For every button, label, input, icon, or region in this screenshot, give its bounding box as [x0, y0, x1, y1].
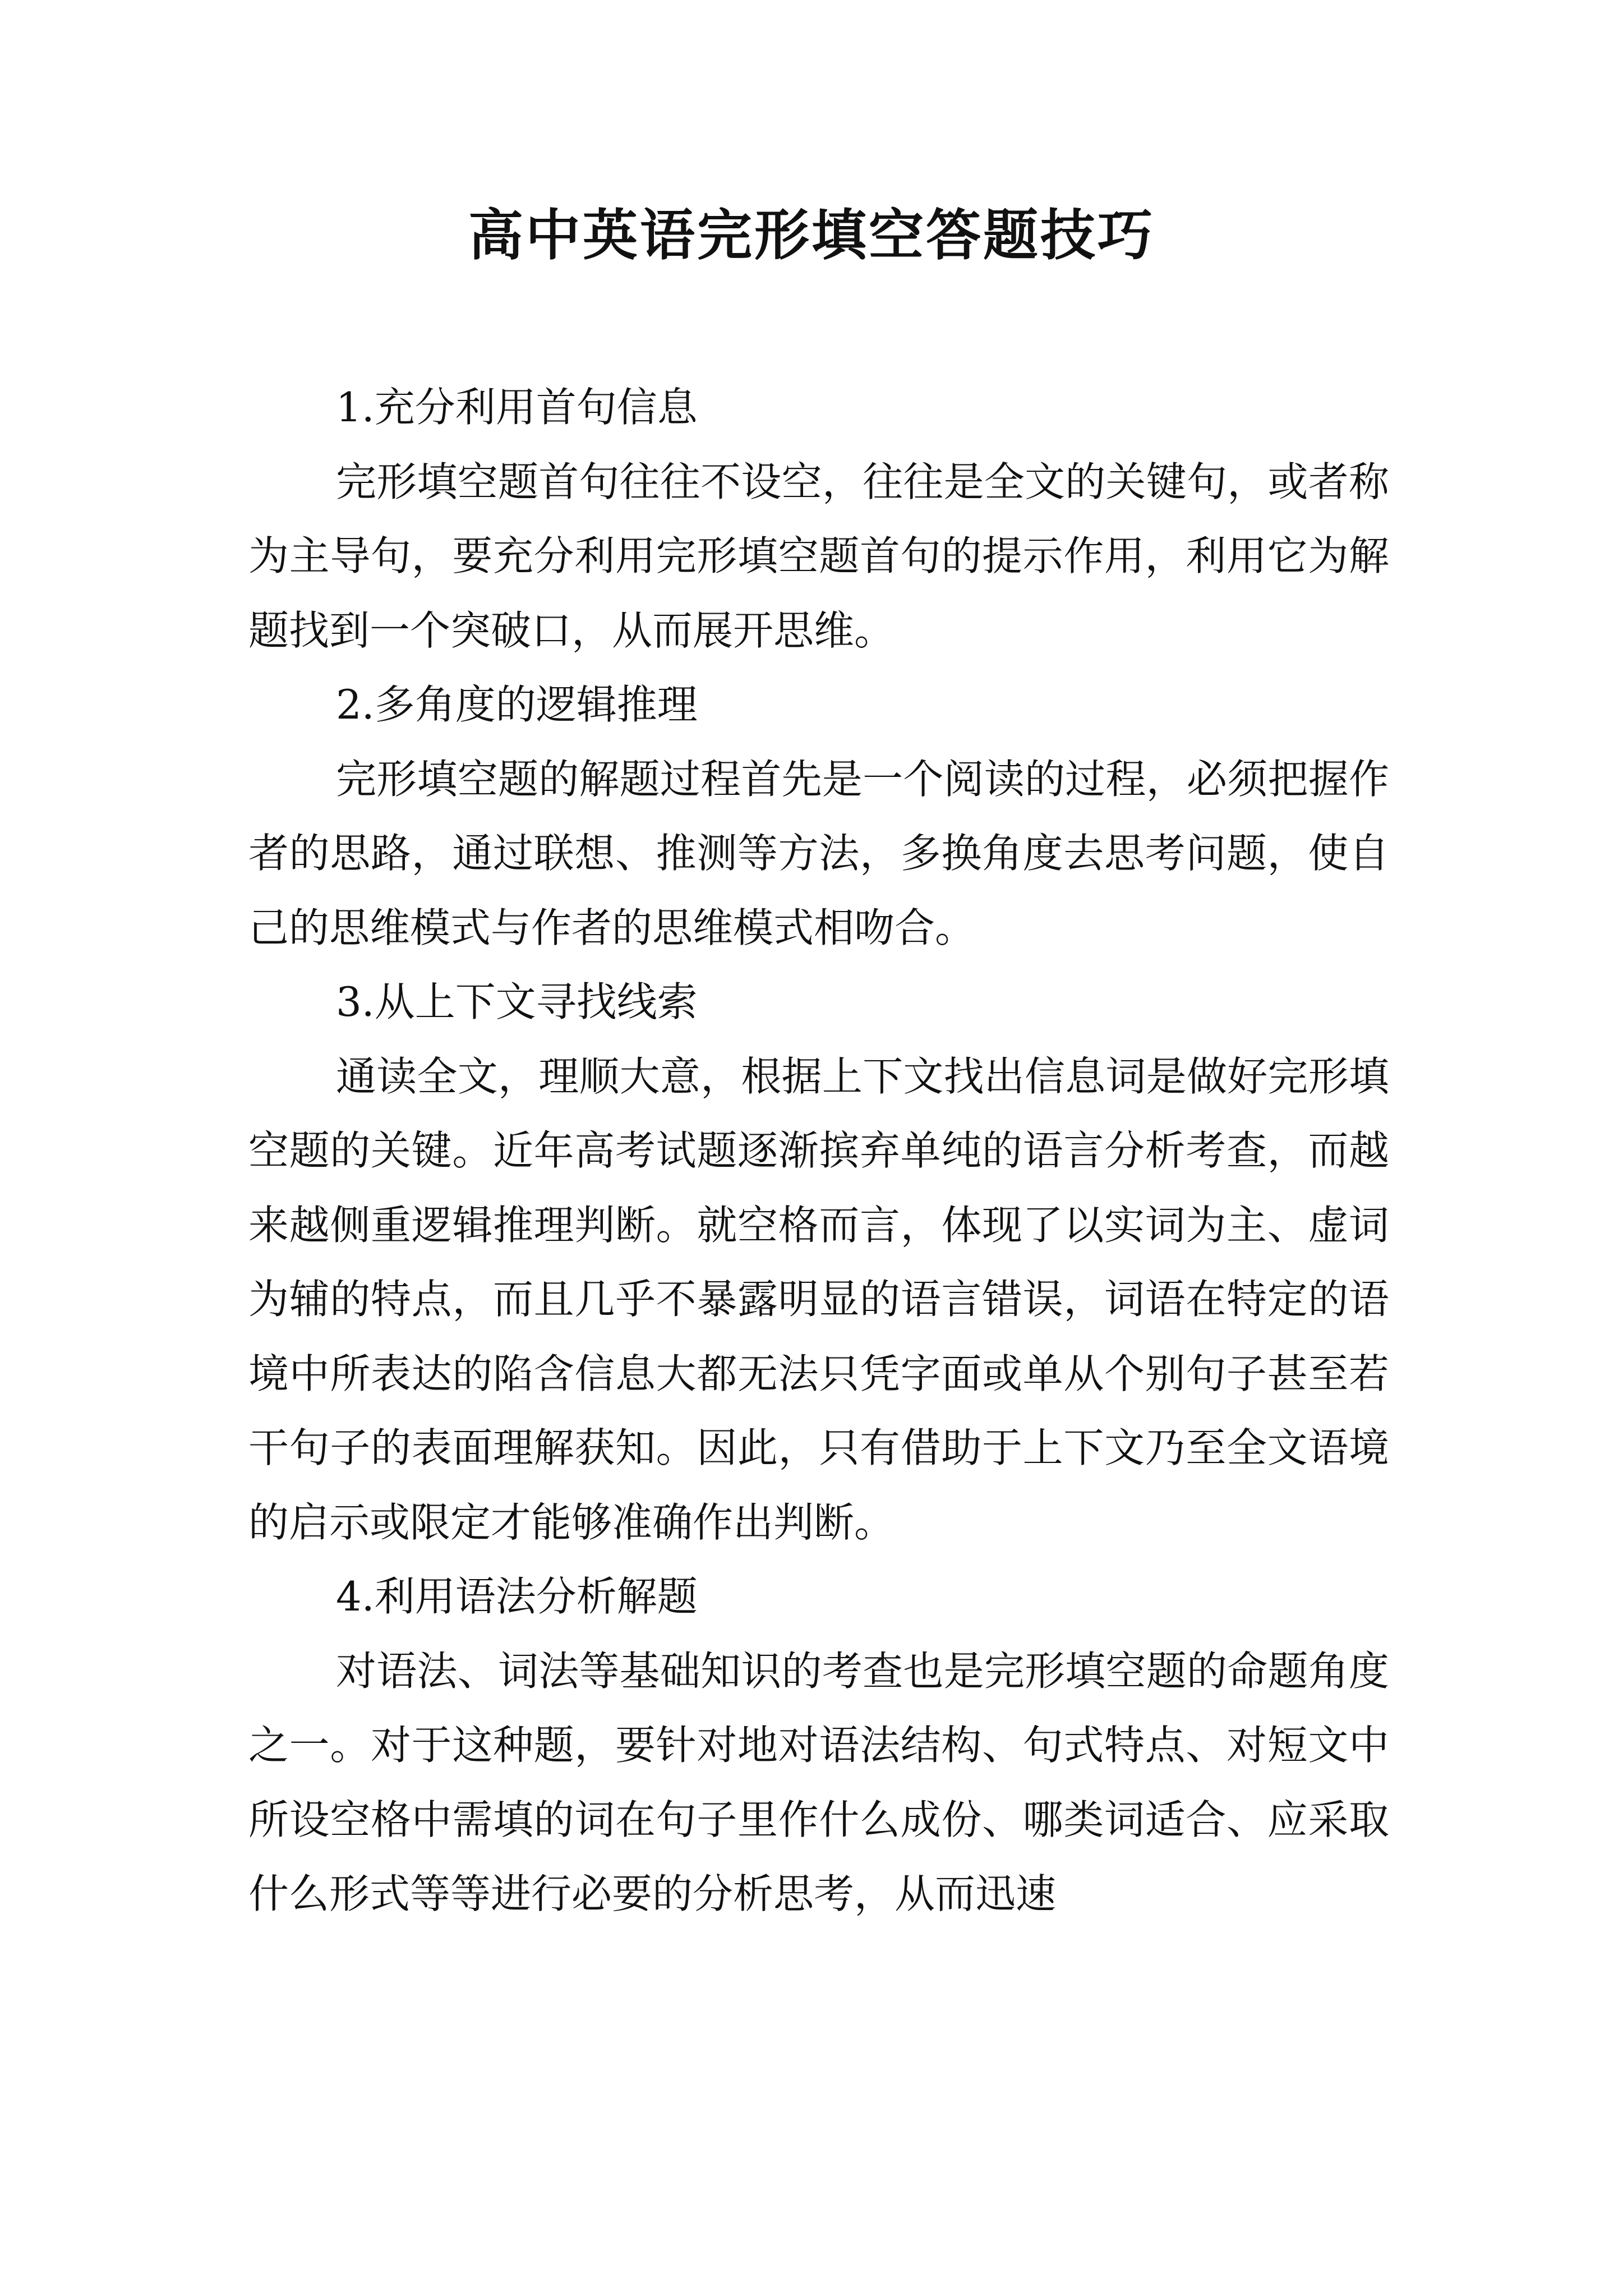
section-heading-2: 2.多角度的逻辑推理: [336, 681, 698, 728]
section-paragraph-4: 对语法、词法等基础知识的考查也是完形填空题的命题角度之一。对于这种题，要针对地对语法结构、句式特点、对短文中所设空格中需填的词在句子里作什么成份、哪类词适合、应采取什么形式等等进行必要的分析思考，从而迅速: [248, 1647, 1389, 1917]
document-body: [248, 370, 1389, 1931]
section-heading-3: 3.从上下文寻找线索: [336, 978, 698, 1025]
document-title: 高中英语完形填空答题技巧: [468, 203, 1155, 268]
section-heading-1: 1.充分利用首句信息: [336, 384, 698, 431]
section-paragraph-1: 完形填空题首句往往不设空，往往是全文的关键句，或者称为主导句，要充分利用完形填空题首句的提示作用，利用它为解题找到一个突破口，从而展开思维。: [248, 458, 1389, 654]
section-heading-4: 4.利用语法分析解题: [336, 1573, 698, 1620]
section-paragraph-2: 完形填空题的解题过程首先是一个阅读的过程，必须把握作者的思路，通过联想、推测等方法，多换角度去思考问题，使自己的思维模式与作者的思维模式相吻合。: [248, 755, 1389, 951]
section-paragraph-3: 通读全文，理顺大意，根据上下文找出信息词是做好完形填空题的关键。近年高考试题逐渐摈弃单纯的语言分析考查，而越来越侧重逻辑推理判断。就空格而言，体现了以实词为主、虚词为辅的特点，而且几乎不暴露明显的语言错误，词语在特定的语境中所表达的陷含信息大都无法只凭字面或单从个别句子甚至若干句子的表面理解获知。因此，只有借助于上下文乃至全文语境的启示或限定才能够准确作出判断。: [248, 1052, 1389, 1546]
